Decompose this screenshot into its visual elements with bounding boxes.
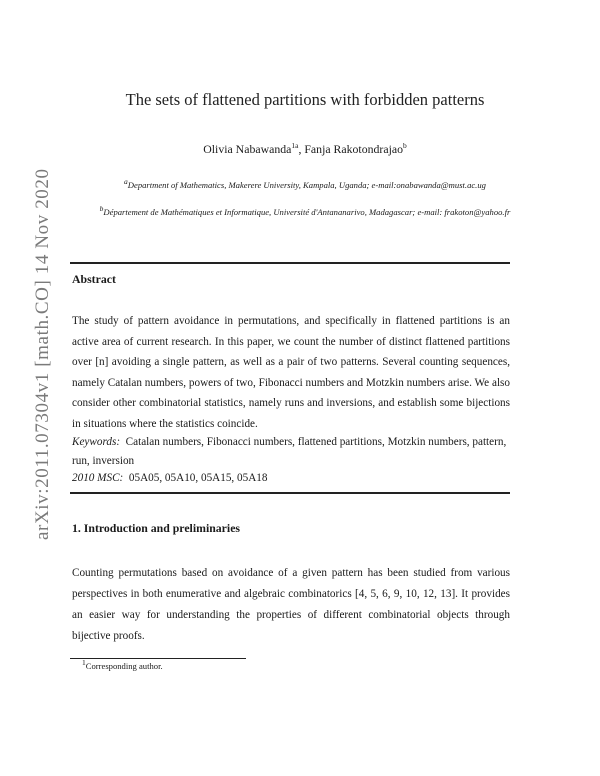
keywords-label: Keywords: — [72, 436, 121, 448]
abstract-body: The study of pattern avoidance in permutations, and specifically in flattened partitions is an active area of current research. In this paper, we count the number of distinct flattened partitions over [n] avoiding a single pattern, as well as a pair of two patterns. Several counting sequences, namely Catalan numbers, powers of two, Fibonacci numbers and Motzkin numbers arise. We also consider other combinatorial statistics, namely runs and inversions, and establish some bijections in situations where the statistics coincide. — [72, 315, 510, 430]
msc-label: 2010 MSC: — [72, 472, 124, 484]
affiliation-b-text: Département de Mathématiques et Informatique, Université d'Antananarivo, Madagascar; e-mail: frakoton@yahoo.fr — [103, 207, 511, 217]
msc-list: 05A05, 05A10, 05A15, 05A18 — [128, 472, 268, 484]
footnote-rule — [70, 658, 246, 659]
abstract-top-rule — [70, 262, 510, 264]
footnote-text: Corresponding author. — [85, 661, 163, 671]
author-2: Fanja Rakotondrajao — [304, 142, 403, 156]
author-line — [70, 142, 540, 157]
footnote — [82, 658, 163, 671]
keywords — [72, 433, 510, 470]
affiliation-a-mark: a — [124, 177, 128, 187]
section-body: Counting permutations based on avoidance of a given pattern has been studied from various perspectives in both enumerative and algebraic combinatorics [4, 5, 6, 9, 10, 12, 13]. It provides an easier way for understanding the properties of different combinatorial objects through bijective proofs. — [72, 567, 510, 642]
affiliation-b — [70, 206, 540, 219]
section-heading: 1. Introduction and preliminaries — [72, 521, 241, 535]
affiliation-a — [70, 179, 540, 192]
affiliation-a-text: Department of Mathematics, Makerere University, Kampala, Uganda; e-mail:onabawanda@must.ac.ug — [127, 180, 486, 190]
author-1: Olivia Nabawanda — [203, 142, 292, 156]
keywords-list: Catalan numbers, Fibonacci numbers, flattened partitions, Motzkin numbers, pattern, run, inversion — [72, 436, 507, 467]
affiliation-b-mark: b — [99, 204, 104, 214]
msc-codes — [72, 472, 510, 484]
author-2-mark: b — [402, 141, 407, 151]
footnote-mark: 1 — [82, 658, 86, 668]
author-separator: , — [298, 142, 305, 156]
abstract-bottom-rule — [70, 492, 510, 494]
author-1-mark: 1a — [291, 141, 299, 151]
paper-title: The sets of flattened partitions with forbidden patterns — [125, 90, 485, 109]
abstract-heading: Abstract — [72, 272, 116, 286]
arxiv-stamp — [8, 160, 56, 560]
arxiv-identifier: arXiv:2011.07304v1 [math.CO] 14 Nov 2020 — [32, 168, 53, 540]
